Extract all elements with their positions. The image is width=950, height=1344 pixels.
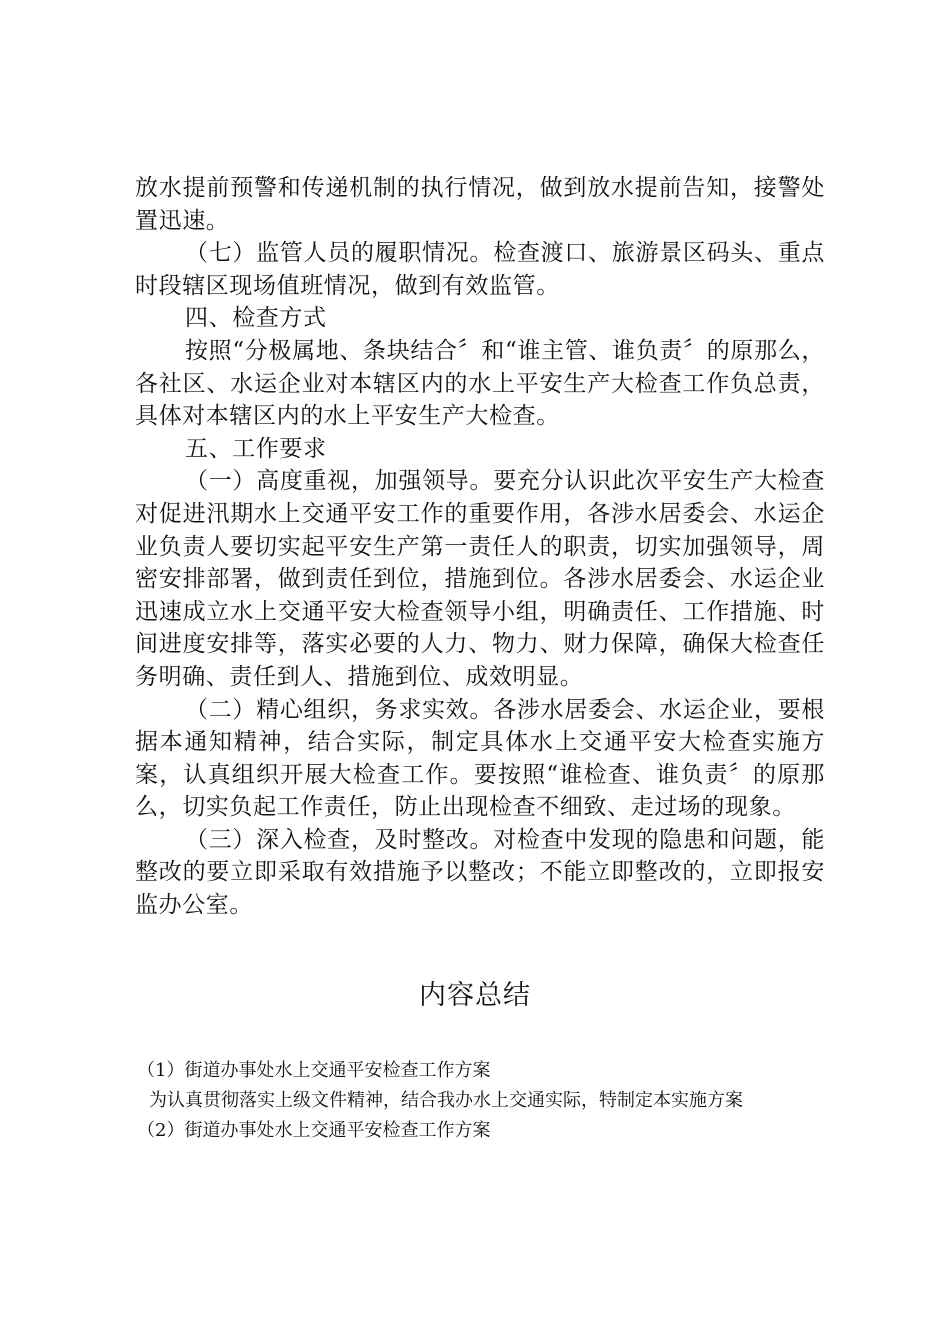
paragraph-inspection-method: 按照“分极属地、条块结合〞和“谁主管、谁负责〞的原那么，各社区、水运企业对本辖区内的水上平安生产大检查工作负总责，具体对本辖区内的水上平安生产大检查。 xyxy=(135,337,825,430)
paragraph-item-seven: （七）监管人员的履职情况。检查渡口、旅游景区码头、重点时段辖区现场值班情况，做到有效监管。 xyxy=(135,240,825,299)
paragraph-requirement-one: （一）高度重视，加强领导。要充分认识此次平安生产大检查对促进汛期水上交通平安工作的重要作用，各涉水居委会、水运企业负责人要切实起平安生产第一责任人的职责，切实加强领导，周密安排部署，做到责任到位，措施到位。各涉水居委会、水运企业迅速成立水上交通平安大检查领导小组，明确责任、工作措施、时间进度安排等，落实必要的人力、物力、财力保障，确保大检查任务明确、责任到人、措施到位、成效明显。 xyxy=(135,468,825,690)
summary-item-1-title: （1）街道办事处水上交通平安检查工作方案 xyxy=(137,1060,491,1081)
paragraph-requirement-two: （二）精心组织，务求实效。各涉水居委会、水运企业，要根据本通知精神，结合实际，制定具体水上交通平安大检查实施方案，认真组织开展大检查工作。要按照“谁检查、谁负责〞的原那么，切实负起工作责任，防止出现检查不细致、走过场的现象。 xyxy=(135,696,825,821)
summary-heading: 内容总结 xyxy=(419,980,531,1011)
paragraph-requirement-three: （三）深入检查，及时整改。对检查中发现的隐患和问题，能整改的要立即采取有效措施予以整改；不能立即整改的，立即报安监办公室。 xyxy=(135,826,825,919)
paragraph-continuation: 放水提前预警和传递机制的执行情况，做到放水提前告知，接警处置迅速。 xyxy=(135,175,825,234)
summary-section xyxy=(135,1056,825,1146)
section-heading-inspection-method: 四、检查方式 xyxy=(185,305,327,332)
document-body xyxy=(135,172,825,922)
section-heading-work-requirements: 五、工作要求 xyxy=(185,435,327,462)
summary-item-1-description: 为认真贯彻落实上级文件精神，结合我办水上交通实际，特制定本实施方案 xyxy=(149,1090,743,1111)
summary-item-2-title: （2）街道办事处水上交通平安检查工作方案 xyxy=(137,1120,491,1141)
